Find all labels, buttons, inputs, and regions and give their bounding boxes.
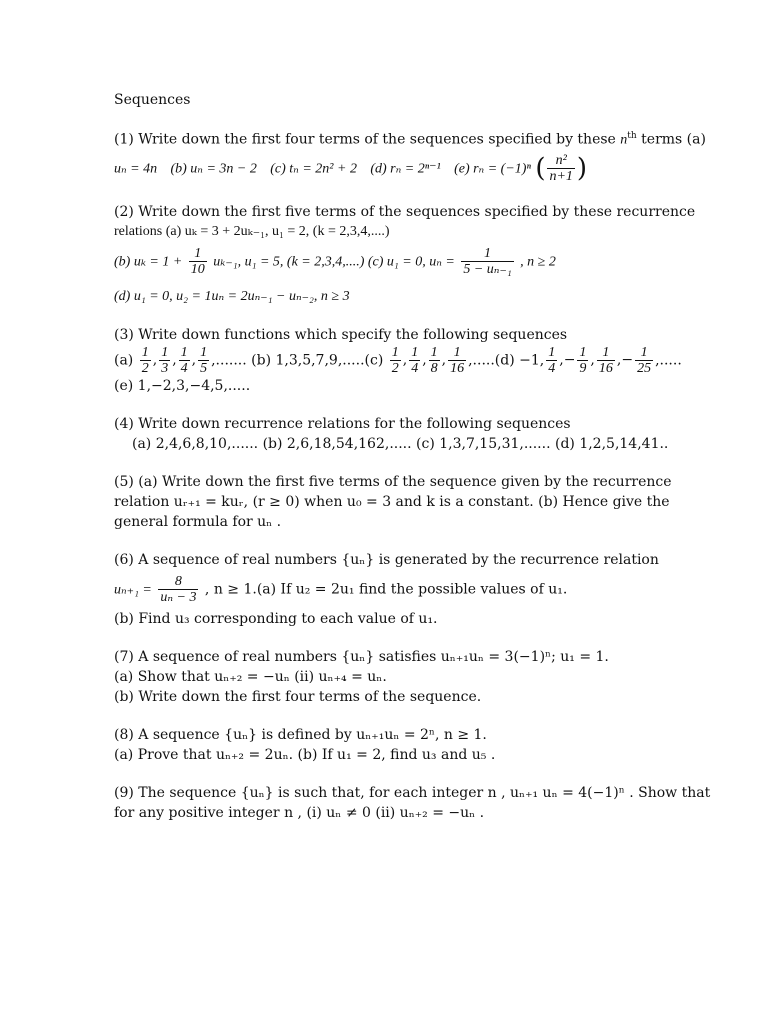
sequence-fraction: $\frac{1}{2}$ xyxy=(141,344,149,376)
document-title: Sequences xyxy=(114,92,191,108)
question-2-parts-bc: (b) uₖ = 1 + $\frac{1}{10}$ uₖ₋₁, u₁ = 5, (k = 2,3,4,....) (c) u₁ = 0, uₙ = $\frac{1}{\text{5 − uₙ₋₁}}$ , n ≥ 2 xyxy=(114,245,556,277)
sequence-fraction: $\frac{1}{16}$ xyxy=(450,344,465,376)
question-5-line-1: (5) (a) Write down the first five terms of the sequence given by the recurrence xyxy=(114,473,672,490)
question-6-line-1: (6) A sequence of real numbers {uₙ} is generated by the recurrence relation xyxy=(114,551,659,568)
question-7-line-1: (7) A sequence of real numbers {uₙ} satisfies uₙ₊₁uₙ = 3(−1)ⁿ; u₁ = 1. xyxy=(114,648,609,665)
question-4 xyxy=(114,414,674,454)
q2-b-fraction: $\frac{1}{10}$ xyxy=(190,245,205,277)
q6-fraction: $\frac{8}{\text{uₙ − 3}}$ xyxy=(160,573,197,605)
question-2-part-a: relations (a) uₖ = 3 + 2uₖ₋₁, u₁ = 2, (k = 2,3,4,....) xyxy=(114,223,390,239)
question-6 xyxy=(114,550,674,629)
question-4-prompt: (4) Write down recurrence relations for the following sequences xyxy=(114,415,571,432)
question-5 xyxy=(114,472,674,532)
q3-a-fractions: $\frac{1}{2}$ , $\frac{1}{3}$ , $\frac{1}{4}$ , $\frac{1}{5}$ xyxy=(141,344,208,376)
sequence-fraction: $\frac{1}{9}$ xyxy=(579,344,587,376)
question-5-line-2: relation uᵣ₊₁ = kuᵣ, (r ≥ 0) when u₀ = 3 and k is a constant. (b) Hence give the xyxy=(114,493,670,510)
question-3 xyxy=(114,325,682,396)
question-2-prompt: (2) Write down the first five terms of the sequences specified by these recurrence xyxy=(114,203,696,220)
q2-c-fraction: $\frac{1}{\text{5 − uₙ₋₁}}$ xyxy=(463,245,512,277)
question-4-parts: (a) 2,4,6,8,10,...... (b) 2,6,18,54,162,..... (c) 1,3,7,15,31,...... (d) 1,2,5,14,41.. xyxy=(132,435,669,452)
document-page xyxy=(114,92,711,841)
q3-c-fractions: $\frac{1}{2}$ , $\frac{1}{4}$ , $\frac{1}{8}$ , $\frac{1}{16}$ xyxy=(391,344,465,376)
question-6-line-2: uₙ₊₁ = $\frac{8}{\text{uₙ − 3}}$ , n ≥ 1.(a) If u₂ = 2u₁ find the possible values of u₁. xyxy=(114,573,568,605)
question-8-line-1: (8) A sequence {uₙ} is defined by uₙ₊₁uₙ = 2ⁿ, n ≥ 1. xyxy=(114,726,487,743)
question-8 xyxy=(114,725,674,765)
question-3-part-e: (e) 1,−2,3,−4,5,..... xyxy=(114,377,251,394)
question-7 xyxy=(114,647,674,707)
sequence-fraction: $\frac{1}{4}$ xyxy=(180,344,188,376)
question-6-line-3: (b) Find u₃ corresponding to each value of u₁. xyxy=(114,610,438,627)
question-7-line-2: (a) Show that uₙ₊₂ = −uₙ (ii) uₙ₊₄ = uₙ. xyxy=(114,668,387,685)
question-9-line-2: for any positive integer n , (i) uₙ ≠ 0 (ii) uₙ₊₂ = −uₙ . xyxy=(114,804,485,821)
q1-e-fraction: $\frac{\text{n²}}{n+1}$ xyxy=(549,152,573,184)
question-1-parts: uₙ = 4n (b) uₙ = 3n − 2 (c) tₙ = 2n² + 2 (d) rₙ = 2ⁿ⁻¹ (e) rₙ = (−1)ⁿ ( $\frac{\text{n²}}{n+1}$ ) xyxy=(114,152,588,184)
sequence-fraction: $\frac{1}{2}$ xyxy=(391,344,399,376)
question-7-line-3: (b) Write down the first four terms of the sequence. xyxy=(114,688,482,705)
question-9 xyxy=(114,783,711,823)
sequence-fraction: $\frac{1}{25}$ xyxy=(637,344,652,376)
question-3-parts: (a) $\frac{1}{2}$ , $\frac{1}{3}$ , $\frac{1}{4}$ , $\frac{1}{5}$ ,....... (b) 1,3,5,7,9,.....(c) $\frac{1}{2}$ , $\frac{1}{4}$ , $\frac{1}{8}$ , $\frac{1}{16}$ ,.....(d) −1, $\frac{1}{4}$ ,− $\frac{1}{9}$ , $\frac{1}{16}$ ,− $\frac{1}{25}$ ,..... xyxy=(114,344,682,376)
question-8-line-2: (a) Prove that uₙ₊₂ = 2uₙ. (b) If u₁ = 2, find u₃ and u₅ . xyxy=(114,746,496,763)
question-2 xyxy=(114,202,696,307)
sequence-fraction: $\frac{1}{5}$ xyxy=(200,344,208,376)
question-2-part-d: (d) u₁ = 0, u₂ = 1uₙ = 2uₙ₋₁ − uₙ₋₂, n ≥ 3 xyxy=(114,288,350,304)
sequence-fraction: $\frac{1}{4}$ xyxy=(548,344,556,376)
question-1-prompt: (1) Write down the first four terms of the sequences specified by these $n^{th}$ terms (a) xyxy=(114,131,706,148)
question-3-prompt: (3) Write down functions which specify the following sequences xyxy=(114,326,568,343)
sequence-fraction: $\frac{1}{8}$ xyxy=(430,344,438,376)
question-1 xyxy=(114,126,706,184)
sequence-fraction: $\frac{1}{16}$ xyxy=(598,344,613,376)
question-9-line-1: (9) The sequence {uₙ} is such that, for each integer n , uₙ₊₁ uₙ = 4(−1)ⁿ . Show that xyxy=(114,784,711,801)
q3-d-fractions: $\frac{1}{4}$ ,− $\frac{1}{9}$ , $\frac{1}{16}$ ,− $\frac{1}{25}$ xyxy=(548,344,652,376)
question-5-line-3: general formula for uₙ . xyxy=(114,513,282,530)
sequence-fraction: $\frac{1}{3}$ xyxy=(161,344,169,376)
sequence-fraction: $\frac{1}{4}$ xyxy=(411,344,419,376)
